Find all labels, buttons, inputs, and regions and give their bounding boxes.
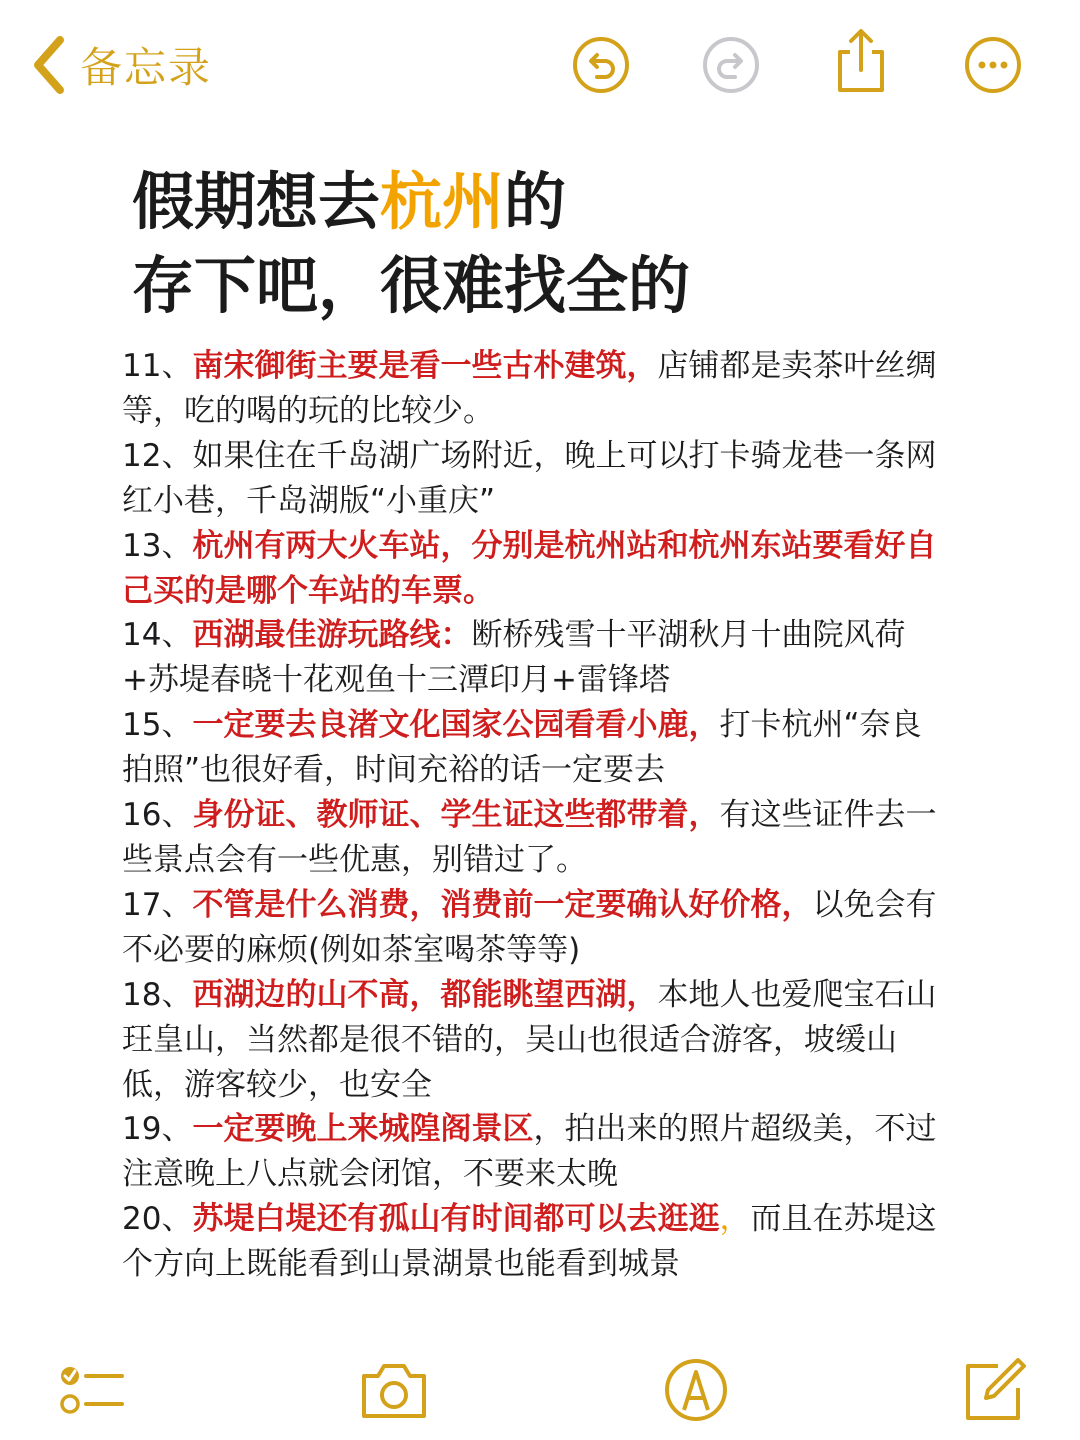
more-icon [962, 34, 1024, 96]
back-button[interactable] [28, 30, 212, 100]
checklist-icon [56, 1354, 128, 1426]
markup-pen-icon [660, 1354, 732, 1426]
title-highlight: 杭州 [380, 165, 505, 238]
bottom-toolbar [0, 1340, 1080, 1440]
compose-button[interactable] [958, 1354, 1030, 1426]
redo-button[interactable] [700, 34, 762, 96]
compose-icon [958, 1354, 1030, 1426]
checklist-button[interactable] [56, 1354, 128, 1426]
list-item: 13、杭州有两大火车站，分别是杭州站和杭州东站要看好自己买的是哪个车站的车票。 [122, 527, 937, 609]
list-item: 17、不管是什么消费，消费前一定要确认好价格，以免会有不必要的麻烦(例如茶室喝茶等等) [122, 886, 937, 968]
markup-button[interactable] [660, 1354, 732, 1426]
camera-icon [358, 1354, 430, 1426]
note-body[interactable] [122, 344, 952, 1287]
title-line-1: 假期想去杭州的 [132, 165, 567, 238]
title-line-2: 存下吧，很难找全的 [132, 249, 691, 322]
share-icon [830, 26, 892, 96]
camera-button[interactable] [358, 1354, 430, 1426]
list-item: 14、西湖最佳游玩路线：断桥残雪十平湖秋月十曲院风荷+苏堤春晓十花观鱼十三潭印月+雷锋塔 [122, 617, 906, 699]
navigation-bar [0, 0, 1080, 130]
undo-button[interactable] [570, 34, 632, 96]
back-label: 备忘录 [80, 43, 213, 92]
list-item: 20、苏堤白堤还有孤山有时间都可以去逛逛，而且在苏堤这个方向上既能看到山景湖景也能看到城景 [122, 1201, 937, 1283]
list-item: 12、如果住在千岛湖广场附近，晚上可以打卡骑龙巷一条网红小巷，千岛湖版“小重庆” [122, 437, 937, 519]
list-item: 15、一定要去良渚文化国家公园看看小鹿，打卡杭州“奈良拍照”也很好看，时间充裕的话一定要去 [122, 707, 922, 789]
redo-icon [700, 34, 762, 96]
list-item: 18、西湖边的山不高，都能眺望西湖，本地人也爱爬宝石山玨皇山，当然都是很不错的，吴山也很适合游客，坡缓山低，游客较少，也安全 [122, 976, 937, 1103]
chevron-left-icon [28, 34, 70, 96]
list-item: 11、南宋御街主要是看一些古朴建筑，店铺都是卖茶叶丝绸等，吃的喝的玩的比较少。 [122, 348, 937, 429]
undo-icon [570, 34, 632, 96]
share-button[interactable] [830, 26, 892, 88]
list-item: 19、一定要晚上来城隍阁景区，拍出来的照片超级美，不过注意晚上八点就会闭馆，不要来太晚 [122, 1111, 937, 1193]
more-button[interactable] [962, 34, 1024, 96]
list-item: 16、身份证、教师证、学生证这些都带着，有这些证件去一些景点会有一些优惠，别错过了。 [122, 797, 937, 878]
note-title[interactable] [132, 160, 1032, 328]
